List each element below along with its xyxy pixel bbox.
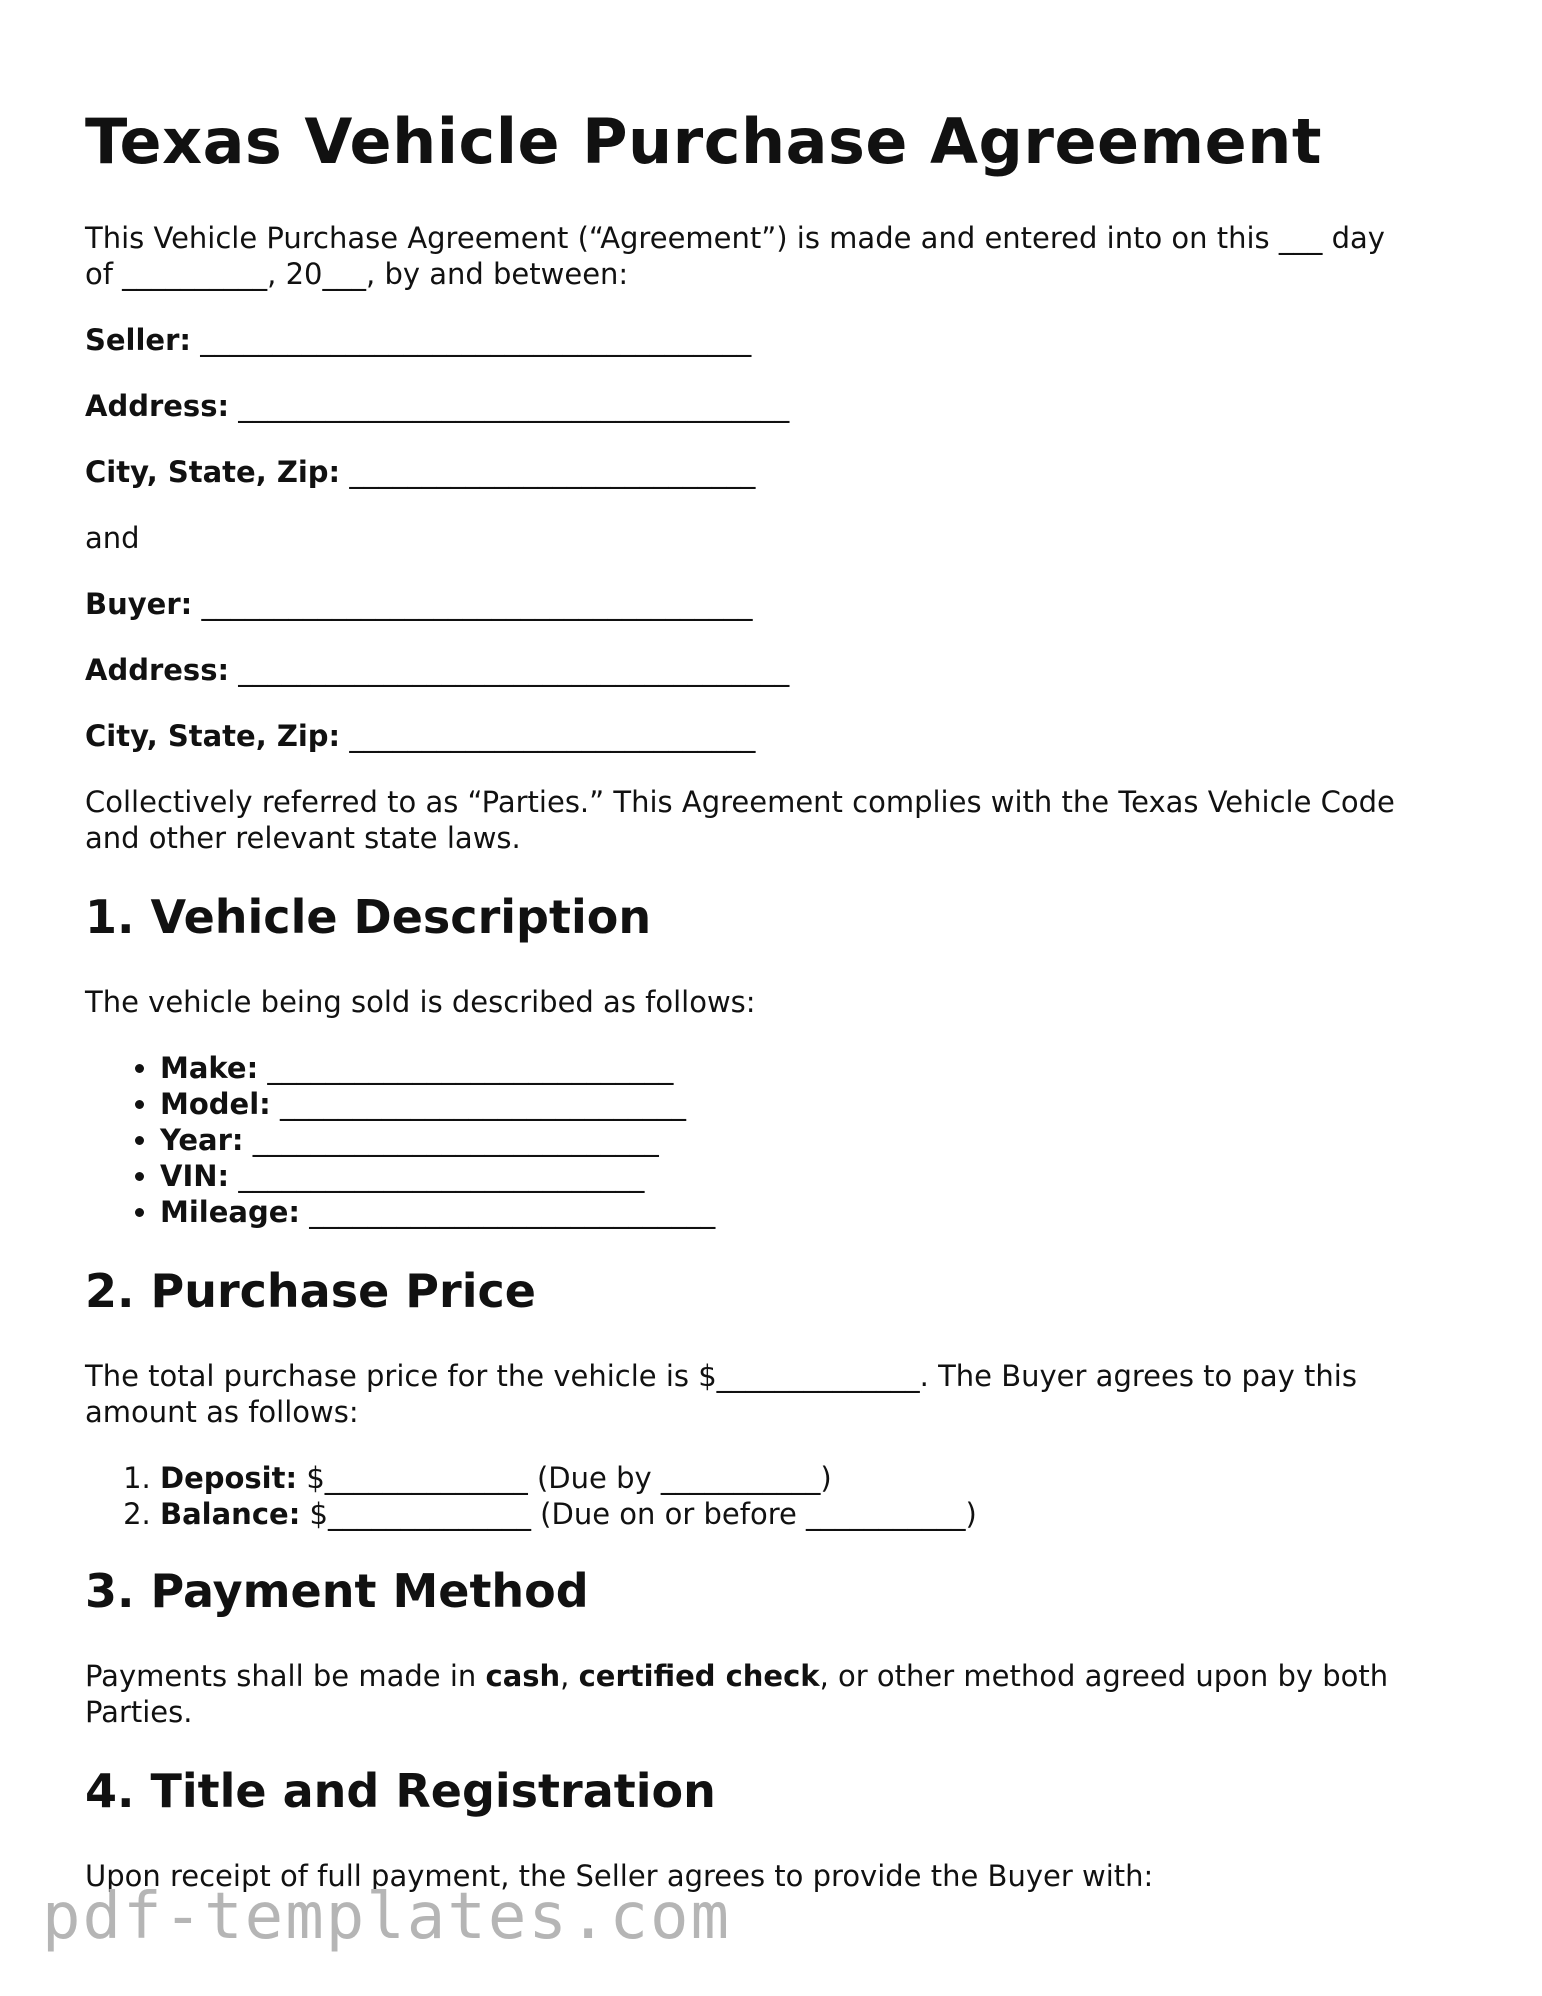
list-item [160, 1194, 715, 1230]
and-text: and [85, 521, 140, 555]
deposit-blank[interactable]: $______________ (Due by ___________) [306, 1461, 832, 1495]
deposit-label: Deposit: [160, 1461, 298, 1495]
seller-city-field [85, 454, 755, 490]
section3-line-2: Parties. [85, 1695, 193, 1729]
vin-blank[interactable]: ____________________________ [238, 1159, 645, 1193]
buyer-name-field [85, 586, 752, 622]
model-label: Model: [160, 1087, 271, 1121]
balance-label: Balance: [160, 1497, 301, 1531]
seller-address-label: Address: [85, 389, 230, 423]
seller-name-label: Seller: [85, 323, 192, 357]
section2-line-2: amount as follows: [85, 1395, 359, 1429]
seller-address-blank[interactable]: ______________________________________ [238, 389, 790, 423]
year-label: Year: [160, 1123, 244, 1157]
list-item [160, 1086, 715, 1122]
buyer-address-label: Address: [85, 653, 230, 687]
buyer-address-blank[interactable]: ______________________________________ [238, 653, 790, 687]
make-label: Make: [160, 1051, 259, 1085]
buyer-city-blank[interactable]: ____________________________ [349, 719, 756, 753]
section3-post: , or other method agreed upon by both [819, 1659, 1389, 1693]
list-item [160, 1050, 715, 1086]
list-item [160, 1122, 715, 1158]
section4-line-1: Upon receipt of full payment, the Seller agrees to provide the Buyer with: [85, 1859, 1154, 1893]
make-blank[interactable]: ____________________________ [267, 1051, 674, 1085]
section4-heading: 4. Title and Registration [85, 1764, 716, 1818]
collective-line-1: Collectively referred to as “Parties.” This Agreement complies with the Texas Vehicle Code [85, 785, 1395, 819]
section3-heading: 3. Payment Method [85, 1564, 589, 1618]
watermark: pdf-templates.com [42, 1880, 732, 1954]
payment-schedule-list [85, 1460, 977, 1532]
mileage-label: Mileage: [160, 1195, 301, 1229]
list-item [160, 1158, 715, 1194]
collective-line-2: and other relevant state laws. [85, 821, 521, 855]
intro-line-1: This Vehicle Purchase Agreement (“Agreement”) is made and entered into on this ___ day [85, 221, 1385, 255]
list-item [160, 1460, 977, 1496]
section2-heading: 2. Purchase Price [85, 1264, 536, 1318]
section1-heading: 1. Vehicle Description [85, 890, 652, 944]
seller-city-label: City, State, Zip: [85, 455, 341, 489]
seller-name-blank[interactable]: ______________________________________ [200, 323, 752, 357]
section1-intro: The vehicle being sold is described as follows: [85, 985, 756, 1019]
section3-certified-check: certified check [578, 1659, 820, 1693]
buyer-city-label: City, State, Zip: [85, 719, 341, 753]
mileage-blank[interactable]: ____________________________ [309, 1195, 716, 1229]
section3-sep: , [560, 1659, 579, 1693]
buyer-name-label: Buyer: [85, 587, 193, 621]
vin-label: VIN: [160, 1159, 230, 1193]
section2-line-1: The total purchase price for the vehicle is $______________. The Buyer agrees to pay this [85, 1359, 1357, 1393]
section3-cash: cash [485, 1659, 561, 1693]
vehicle-field-list [85, 1050, 715, 1230]
intro-line-2: of __________, 20___, by and between: [85, 257, 629, 291]
buyer-city-field [85, 718, 755, 754]
buyer-name-blank[interactable]: ______________________________________ [201, 587, 753, 621]
model-blank[interactable]: ____________________________ [279, 1087, 686, 1121]
seller-address-field [85, 388, 789, 424]
document-title: Texas Vehicle Purchase Agreement [85, 105, 1322, 178]
section3-pre: Payments shall be made in [85, 1659, 486, 1693]
buyer-address-field [85, 652, 789, 688]
year-blank[interactable]: ____________________________ [252, 1123, 659, 1157]
balance-blank[interactable]: $______________ (Due on or before ___________) [309, 1497, 977, 1531]
section3-line-1 [85, 1658, 1388, 1694]
list-item [160, 1496, 977, 1532]
seller-city-blank[interactable]: ____________________________ [349, 455, 756, 489]
seller-name-field [85, 322, 751, 358]
